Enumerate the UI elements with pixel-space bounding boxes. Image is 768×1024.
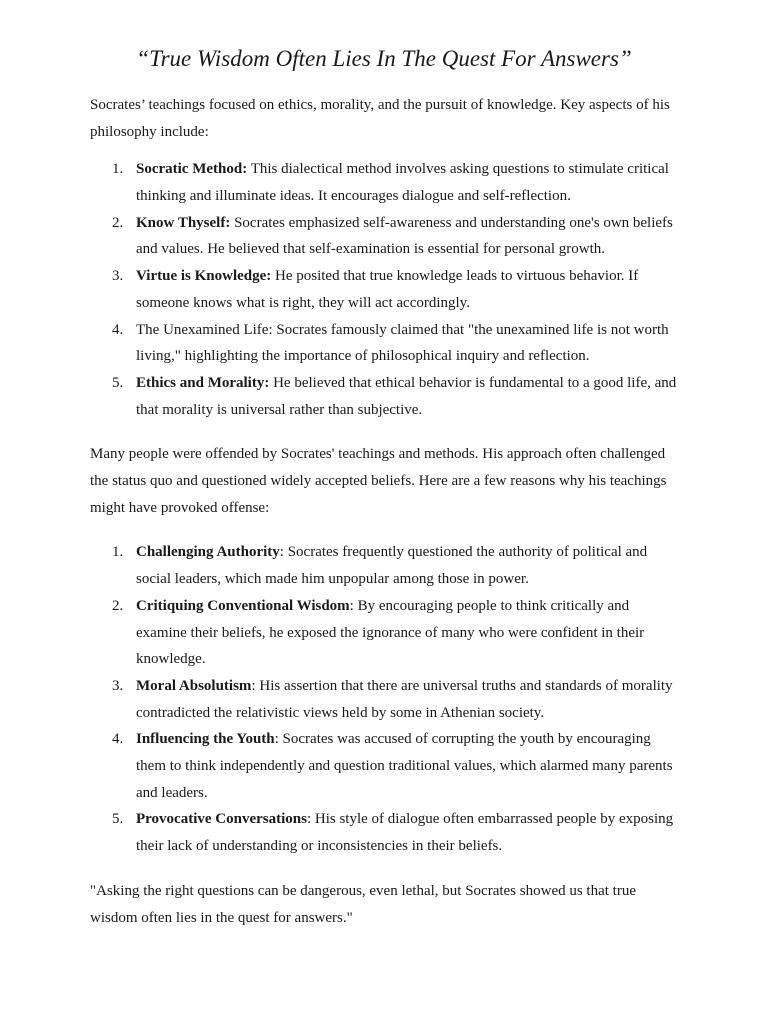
offense-reasons-list [90,539,678,859]
list-item [90,593,678,673]
list-number: 5. [112,811,124,828]
list-term: Influencing the Youth [136,731,275,748]
list-term: Ethics and Morality: [136,374,270,391]
closing-quote: "Asking the right questions can be dangerous, even lethal, but Socrates showed us that true wisdom often lies in the quest for answers." [90,882,636,926]
list-item [90,370,678,423]
list-term: Virtue is Knowledge: [136,268,272,285]
list-text: : His style of dialogue often embarrassed people by exposing their lack of understanding or inconsistencies in their beliefs. [136,811,674,855]
list-item [90,806,678,859]
list-item [90,156,678,209]
list-number: 2. [112,214,124,231]
list-term: Know Thyself: [136,214,231,231]
key-aspects-list [90,156,678,423]
list-number: 4. [112,731,124,748]
list-number: 3. [112,268,124,285]
list-text: : Socrates frequently questioned the authority of political and social leaders, which made him unpopular among those in power. [136,544,648,588]
list-item [90,726,678,806]
document-title: “True Wisdom Often Lies In The Quest For Answers” [136,46,632,71]
list-text: : His assertion that there are universal truths and standards of morality contradicted the relativistic views held by some in Athenian society. [136,677,673,721]
list-text: : By encouraging people to think critically and examine their beliefs, he exposed the ignorance of many who were confident in their knowledge. [136,597,645,668]
offense-paragraph: Many people were offended by Socrates' teachings and methods. His approach often challenged the status quo and questioned widely accepted beliefs. Here are a few reasons why his teachings might have provoked offense: [90,446,667,516]
list-number: 4. [112,321,124,338]
list-number: 2. [112,597,124,614]
list-number: 1. [112,544,124,561]
list-term: Socratic Method: [136,161,248,178]
list-term: Challenging Authority [136,544,280,561]
list-text: : Socrates was accused of corrupting the youth by encouraging them to think independently and question traditional values, which alarmed many parents and leaders. [136,731,673,801]
list-term: Critiquing Conventional Wisdom [136,597,350,614]
list-text: This dialectical method involves asking questions to stimulate critical thinking and illuminate ideas. It encourages dialogue and self-reflection. [136,161,669,204]
list-item [90,263,678,316]
list-number: 3. [112,677,124,694]
list-term: Provocative Conversations [136,811,307,828]
list-number: 5. [112,374,124,391]
list-text: He posited that true knowledge leads to virtuous behavior. If someone knows what is right, they will act accordingly. [136,268,639,311]
list-text: The Unexamined Life: Socrates famously claimed that "the unexamined life is not worth living," highlighting the importance of philosophical inquiry and reflection. [136,321,669,365]
list-item [90,317,678,370]
intro-paragraph: Socrates’ teachings focused on ethics, morality, and the pursuit of knowledge. Key aspects of his philosophy include: [90,96,670,140]
list-item [90,673,678,726]
list-item [90,539,678,592]
list-text: He believed that ethical behavior is fundamental to a good life, and that morality is universal rather than subjective. [136,374,677,418]
list-text: Socrates emphasized self-awareness and understanding one's own beliefs and values. He believed that self-examination is essential for personal growth. [136,214,673,258]
list-term: Moral Absolutism [136,677,252,694]
list-item [90,210,678,263]
list-number: 1. [112,161,124,178]
